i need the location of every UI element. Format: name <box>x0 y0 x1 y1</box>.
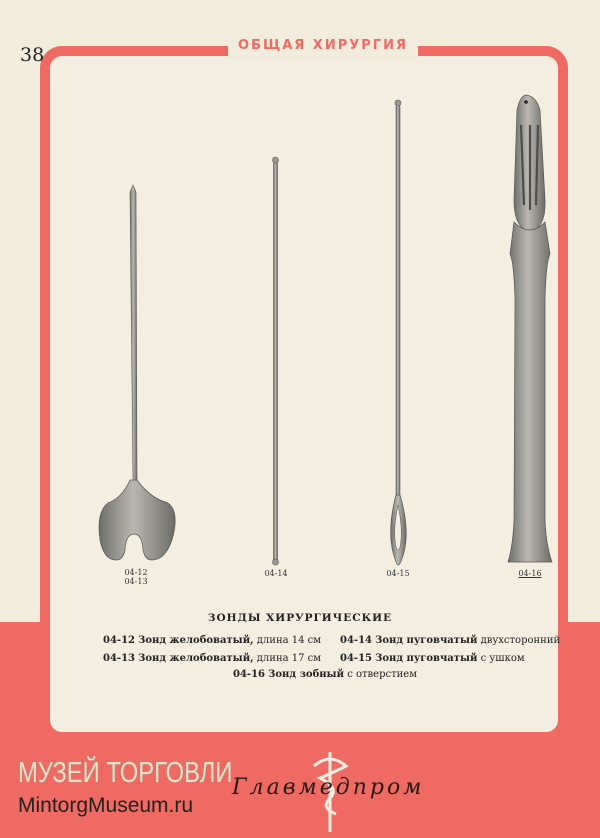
figure-label-04-12-line1: 04-12 <box>124 568 148 577</box>
caption-detail: с ушком <box>477 653 525 664</box>
probe-04-15-image <box>391 100 407 565</box>
caption-name: Зонд желобоватый, <box>138 635 254 646</box>
museum-url-link[interactable]: MintorgMuseum.ru <box>18 794 194 817</box>
figure-label-04-13-line2: 04-13 <box>124 577 148 586</box>
caption-detail: с отверстием <box>344 669 417 680</box>
caption-name: Зонд желобоватый, <box>138 653 254 664</box>
figure-label-04-16: 04-16 <box>518 569 542 578</box>
caption-code: 04-16 <box>233 669 265 680</box>
caption-item-04-12 <box>103 635 321 646</box>
caption-item-04-15 <box>340 653 525 664</box>
caption-name: Зонд пуговчатый <box>375 635 478 646</box>
caption-name: Зонд зобный <box>268 669 345 680</box>
caption-code: 04-14 <box>340 635 372 646</box>
caption-detail: длина 14 см <box>253 635 322 646</box>
probe-04-16-image <box>508 95 552 562</box>
section-title: ОБЩАЯ ХИРУРГИЯ <box>238 38 408 53</box>
caption-item-04-16 <box>233 669 417 680</box>
figure-label-04-15: 04-15 <box>386 569 410 578</box>
brand-logo-text: Главмедпром <box>232 775 425 800</box>
caption-item-04-14 <box>340 635 560 646</box>
page-number: 38 <box>20 44 45 66</box>
probe-04-14-image <box>273 157 279 565</box>
figure-label-04-14: 04-14 <box>264 569 288 578</box>
probe-04-12-image <box>99 185 175 560</box>
figure-label-04-12 <box>116 568 156 586</box>
museum-title: МУЗЕЙ ТОРГОВЛИ <box>18 757 233 789</box>
caption-detail: двухсторонний <box>477 635 561 646</box>
caption-detail: длина 17 см <box>253 653 322 664</box>
caption-code: 04-13 <box>103 653 135 664</box>
caption-code: 04-12 <box>103 635 135 646</box>
caption-item-04-13 <box>103 653 321 664</box>
caption-code: 04-15 <box>340 653 372 664</box>
caption-heading: ЗОНДЫ ХИРУРГИЧЕСКИЕ <box>207 612 393 624</box>
caption-name: Зонд пуговчатый <box>375 653 478 664</box>
